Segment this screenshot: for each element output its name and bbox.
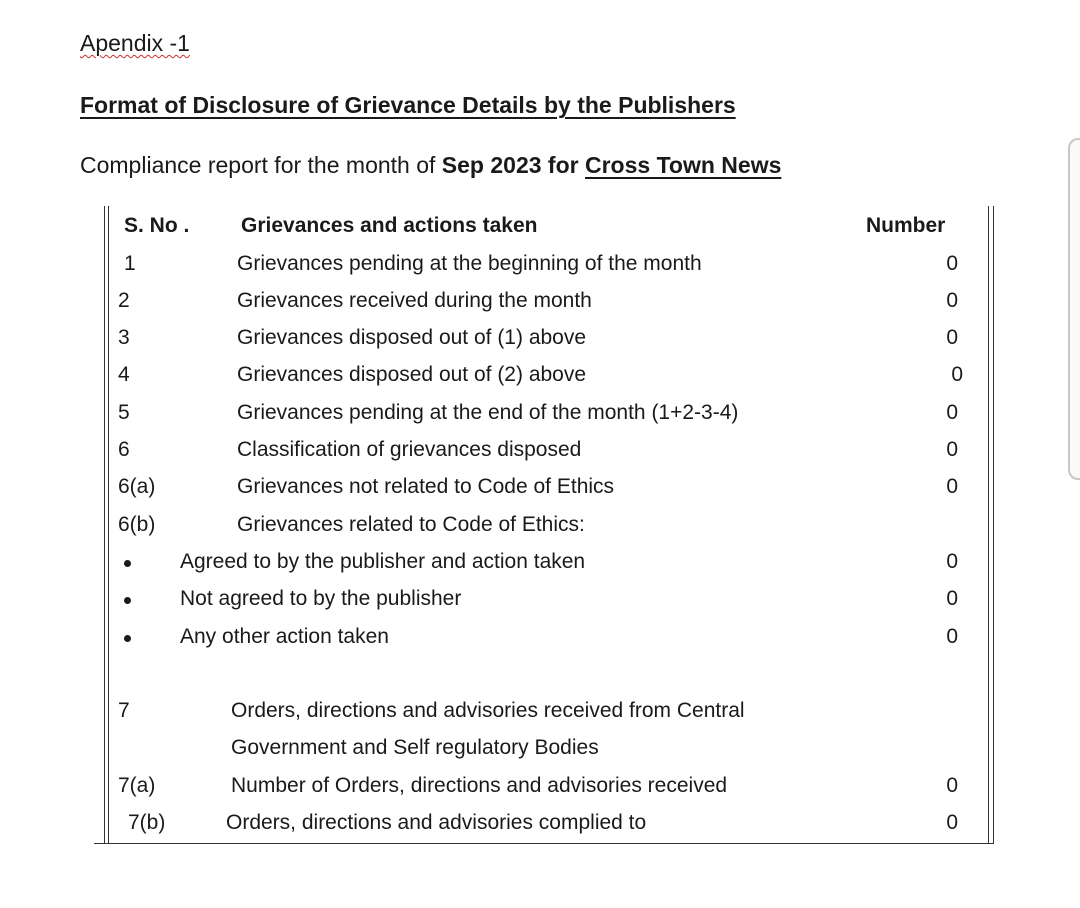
row-2-sno: 2 xyxy=(118,289,130,312)
row-6b-item-3-text: Any other action taken xyxy=(180,625,389,648)
header-number: Number xyxy=(866,214,946,237)
row-1-sno: 1 xyxy=(124,252,136,275)
row-1-number: 0 xyxy=(946,252,958,275)
row-6b-item-2-number: 0 xyxy=(946,587,958,610)
row-6b-item-1-number: 0 xyxy=(946,550,958,573)
report-publisher: Cross Town News xyxy=(584,152,782,178)
row-7-text: Orders, directions and advisories received from Central xyxy=(231,699,745,722)
row-6b-item-3-number: 0 xyxy=(946,625,958,648)
report-prefix: Compliance report for the month of xyxy=(80,152,442,178)
row-6b-text: Grievances related to Code of Ethics: xyxy=(237,513,585,536)
row-4-text: Grievances disposed out of (2) above xyxy=(237,363,587,386)
row-3-sno: 3 xyxy=(118,326,130,349)
side-scroll-handle[interactable] xyxy=(1068,138,1080,480)
row-3-number: 0 xyxy=(946,326,958,349)
report-period: Sep 2023 for xyxy=(441,152,579,178)
row-6-text: Classification of grievances disposed xyxy=(237,438,582,461)
row-7a-sno: 7(a) xyxy=(118,774,156,797)
report-line xyxy=(80,152,781,179)
row-7b-text: Orders, directions and advisories complied to xyxy=(226,811,647,834)
row-2-number: 0 xyxy=(946,289,958,312)
row-6b-item-2-text: Not agreed to by the publisher xyxy=(180,587,462,610)
row-6b-item-1-text: Agreed to by the publisher and action taken xyxy=(180,550,586,573)
row-7a-text: Number of Orders, directions and advisories received xyxy=(231,774,728,797)
row-5-sno: 5 xyxy=(118,401,130,424)
row-6-sno: 6 xyxy=(118,438,130,461)
table-border-right-outer xyxy=(993,206,994,844)
row-7-sno: 7 xyxy=(118,699,130,722)
row-1-text: Grievances pending at the beginning of the month xyxy=(237,252,702,275)
row-6a-text: Grievances not related to Code of Ethics xyxy=(237,475,615,498)
row-6b-sno: 6(b) xyxy=(118,513,156,536)
table-border-right-inner xyxy=(988,206,989,844)
row-6-number: 0 xyxy=(946,438,958,461)
row-7b-sno: 7(b) xyxy=(128,811,166,834)
row-7-text-continued: Government and Self regulatory Bodies xyxy=(231,736,599,759)
table-border-bottom xyxy=(94,843,994,844)
row-4-sno: 4 xyxy=(118,363,130,386)
table-border-left-outer xyxy=(104,206,105,844)
row-2-text: Grievances received during the month xyxy=(237,289,592,312)
row-6a-sno: 6(a) xyxy=(118,475,156,498)
row-3-text: Grievances disposed out of (1) above xyxy=(237,326,587,349)
row-5-text: Grievances pending at the end of the month (1+2-3-4) xyxy=(237,401,739,424)
table-border-left-inner xyxy=(108,206,109,844)
header-grievances: Grievances and actions taken xyxy=(241,214,538,237)
bullet-2 xyxy=(124,597,131,604)
row-6a-number: 0 xyxy=(946,475,958,498)
document-heading: Format of Disclosure of Grievance Details by the Publishers xyxy=(80,92,736,118)
bullet-1 xyxy=(124,560,131,567)
header-sno: S. No . xyxy=(124,214,190,237)
appendix-title-text: Apendix -1 xyxy=(80,30,190,56)
bullet-3 xyxy=(124,635,131,642)
row-7b-number: 0 xyxy=(946,811,958,834)
appendix-title xyxy=(80,30,190,57)
row-5-number: 0 xyxy=(946,401,958,424)
row-4-number: 0 xyxy=(951,363,963,386)
row-7a-number: 0 xyxy=(946,774,958,797)
